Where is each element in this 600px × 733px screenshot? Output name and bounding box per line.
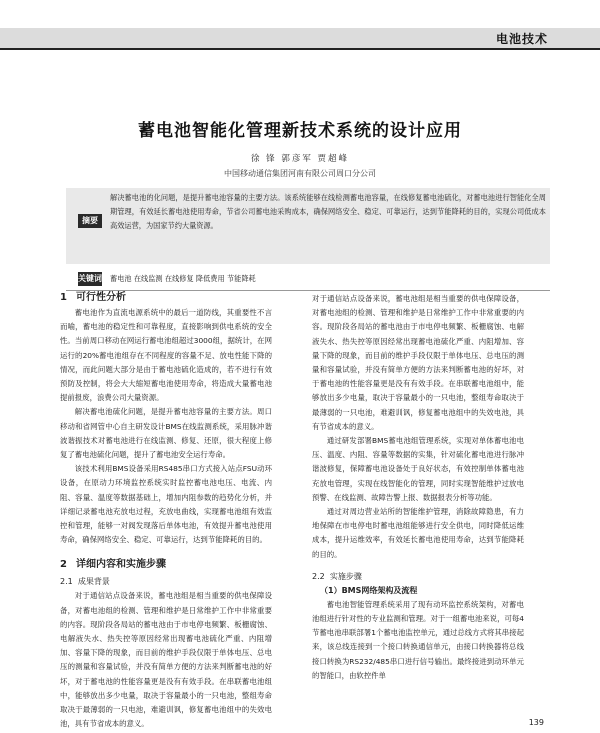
section-1-number: 1 — [60, 292, 67, 303]
subsection-2-2-heading — [312, 570, 524, 584]
paragraph: 通过对周边营业站所的智能维护管理，消除故障隐患，有力地保障在市电停电时蓄电池组能够进行安全供电，同时降低运维成本，提升运维效率，有效延长蓄电池使用寿命，达到节能降耗的目的。 — [312, 507, 524, 559]
abstract-text: 解决蓄电池的化问题，是提升蓄电池容量的主要方法。该系统能够在线检测蓄电池容量，在线修复蓄电池硫化，对蓄电池进行智能化全周期管理，有效延长蓄电池使用寿命，节省公司蓄电池采购成本，确保网络安全、稳定、可靠运行，达到节能降耗的目的，实现公司低成本高效运营，为国家节约大量资源。 — [110, 193, 546, 230]
section-1-title: 可行性分析 — [76, 292, 126, 303]
header-rule — [0, 48, 600, 50]
paragraph: 对于通信站点设备来说，蓄电池组是相当重要的供电保障设备，对蓄电池组的检测、管理和维护是日常维护工作中非常重要的内容。现阶段各局站的蓄电池由于市电停电频繁、板栅腐蚀、电解液失水、热失控等原因经常出现蓄电池硫化严重、内阻增加、容量下降的现象，而目前的维护手段仅限于单体电压、总电压的测量和容量试验，并没有简单方便的方法来判断蓄电池的好坏，对于蓄电池的性能容量更是没有有效手段。在串联蓄电池组中，能够放出多少电量，取决于容量最小的一只电池，整组寿命取决于最薄弱的一只电池，难避训讽，修复蓄电池组中的失效电池，具有节省成本的意义。 — [312, 294, 524, 431]
section-2-number: 2 — [60, 559, 67, 571]
section-1-heading — [60, 290, 272, 306]
paragraph: 解决蓄电池硫化问题，是提升蓄电池容量的主要方法。周口移动和省网管中心自主研发设计BMS在线监测系统，采用脉冲谐波谐振技术对蓄电池进行在线监测、修复、还原，很大程度上修复了蓄电池硫化问题，提升了蓄电池安全运行寿命。 — [60, 407, 272, 460]
keywords-text: 蓄电池 在线监测 在线修复 降低费用 节能降耗 — [110, 274, 256, 283]
article-title: 蓄电池智能化管理新技术系统的设计应用 — [138, 121, 462, 141]
subsubsection-heading: （1）BMS网络架构及流程 — [320, 585, 418, 595]
paragraph: 蓄电池作为直流电源系统中的最后一道防线，其重要性不言而喻，蓄电池的稳定性和可靠程度，直接影响到供电系统的安全性。当前周口移动在网运行蓄电池组超过3000组，据统计，在网运行的20%蓄电池组存在不同程度的容量不足、放电性能下降的情况，而此问题大部分是由于蓄电池硫化造成的，若不进行有效预防及控制，将会大大缩短蓄电池使用寿命，将造成大量蓄电池提前报废，浪费公司大量资源。 — [60, 308, 272, 403]
subsection-2-2-number: 2.2 — [312, 571, 325, 581]
column-label: 电池技术 — [495, 32, 548, 46]
paragraph: 该技术利用BMS设备采用RS485串口方式接入站点FSU动环设备，在原动力环境监控系统实时监控蓄电池电压、电流、内阻、容量、温度等数据基础上，增加内阻参数的趋势化分析，并详细记录蓄电池充放电过程，充放电曲线，实现蓄电池组有效监控和管理，能够一对阀发现落后单体电池，有效提升蓄电池使用寿命，确保网络安全、稳定、可靠运行，达到节能降耗的目的。 — [60, 464, 272, 545]
authors: 徐 锋 郭彦军 贾超峰 — [250, 154, 350, 164]
left-column — [60, 290, 272, 729]
subsection-2-1-number: 2.1 — [60, 577, 73, 587]
paragraph: 通过研发部署BMS蓄电池组管理系统，实现对单体蓄电池电压、温度、内阻、容量等数据的实集，针对硫化蓄电池进行脉冲谐波修复，保障蓄电池设备处于良好状态，有效控制单体蓄电池充放电管理，实现在线智能化的管理，同时实现智能维护过放电预警、在线监测、故障告警上报、数据报表分析等功能。 — [312, 436, 524, 502]
right-column — [312, 292, 524, 710]
paragraph: 蓄电池智能管理系统采用了现有动环监控系统架构，对蓄电池组进行针对性的专业监测和管理。对于一组蓄电池来说，可每4节蓄电池串联部署1个蓄电池监控单元，通过总线方式将其串接起来，该总线连接到一个接口转换通信单元，由接口转换器将总线接口转换为RS232/485串口进行信号输出。最终接进到动环单元的智能口，由软控件单 — [312, 599, 524, 680]
subsection-2-2-title: 实施步骤 — [329, 571, 362, 581]
subsection-2-1-heading — [60, 575, 272, 589]
section-2-heading — [60, 557, 272, 573]
paragraph: 对于通信站点设备来说，蓄电池组是相当重要的供电保障设备，对蓄电池组的检测、管理和维护是日常维护工作中非常重要的内容。现阶段各局站的蓄电池由于市电停电频繁、板栅腐蚀、电解液失水、热失控等原因经常出现蓄电池硫化严重、内阻增加、容量下降的现象，而目前的维护手段仅限于单体电压、总电压的测量和容量试验，并没有简单方便的方法来判断蓄电池的好坏，对于蓄电池的性能容量更是没有有效手段。在串联蓄电池组中，能够放出多少电量，取决于容量最小的一只电池，整组寿命取决于最薄弱的一只电池，难避训讽，修复蓄电池组中的失效电池，具有节省成本的意义。 — [60, 591, 272, 729]
abstract-tag: 摘要 — [78, 214, 102, 228]
section-2-title: 详细内容和实施步骤 — [76, 559, 166, 571]
affiliation: 中国移动通信集团河南有限公司周口分公司 — [224, 169, 376, 178]
page-number: 139 — [528, 718, 544, 727]
subsection-2-1-title: 成果背景 — [77, 577, 110, 587]
keywords-tag: 关键词 — [78, 272, 102, 286]
